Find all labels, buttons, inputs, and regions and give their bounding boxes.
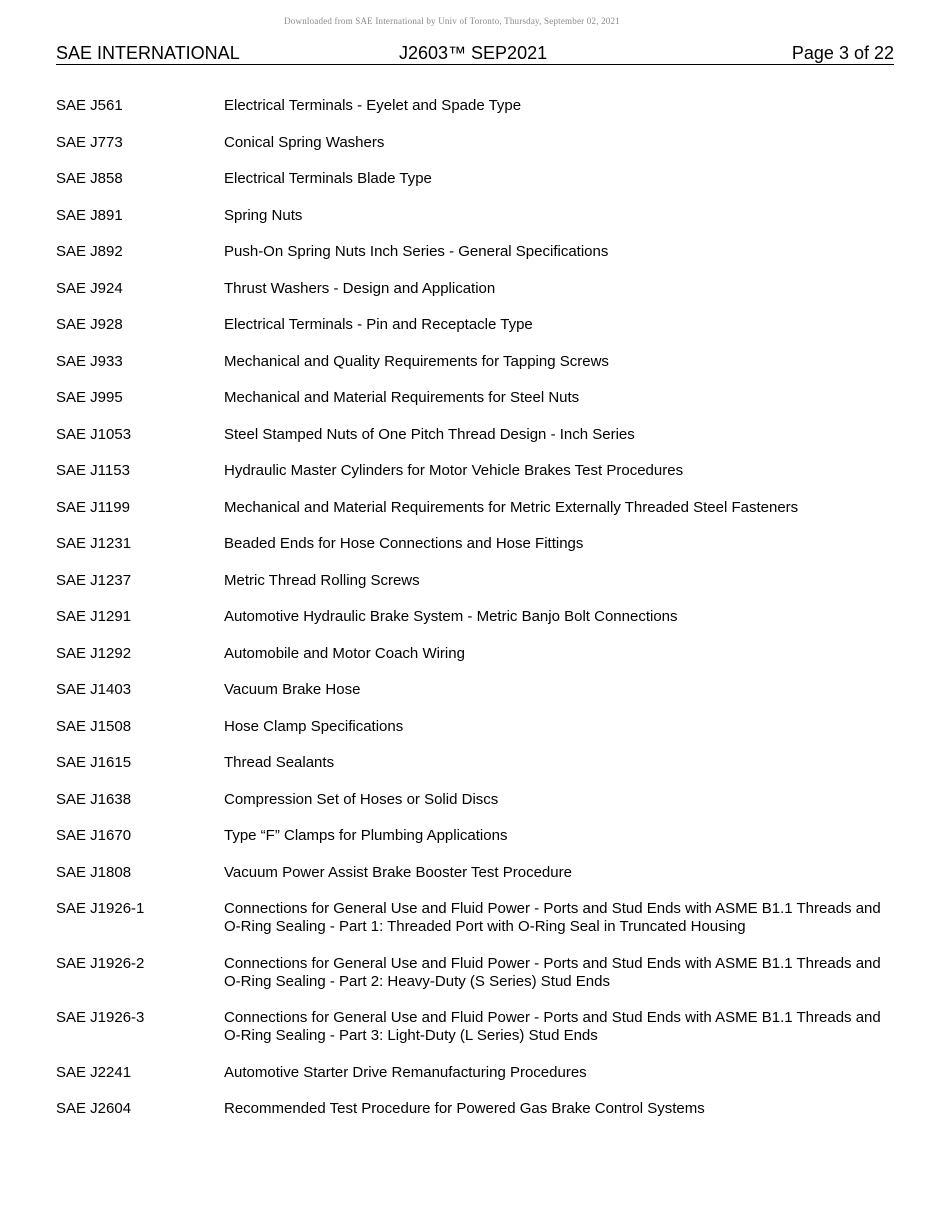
reference-title: Mechanical and Quality Requirements for Tapping Screws xyxy=(224,352,609,370)
reference-title: Hose Clamp Specifications xyxy=(224,717,404,735)
reference-item xyxy=(56,134,894,152)
reference-title: Hydraulic Master Cylinders for Motor Vehicle Brakes Test Procedures xyxy=(224,462,684,479)
reference-item xyxy=(56,864,894,882)
reference-item xyxy=(56,900,894,936)
reference-item xyxy=(56,791,894,809)
reference-item xyxy=(56,1100,894,1118)
reference-title: Push-On Spring Nuts Inch Series - General Specifications xyxy=(224,243,609,260)
reference-title: Steel Stamped Nuts of One Pitch Thread Design - Inch Series xyxy=(224,425,635,443)
reference-item xyxy=(56,243,894,261)
reference-item xyxy=(56,316,894,334)
reference-title: Metric Thread Rolling Screws xyxy=(224,571,420,589)
reference-title: Vacuum Brake Hose xyxy=(224,681,361,698)
reference-item xyxy=(56,572,894,590)
reference-item xyxy=(56,353,894,371)
reference-code: SAE J858 xyxy=(56,170,123,187)
reference-item xyxy=(56,535,894,553)
reference-code: SAE J892 xyxy=(56,243,123,260)
reference-title: Mechanical and Material Requirements for Metric Externally Threaded Steel Fasteners xyxy=(224,498,799,516)
reference-code: SAE J1638 xyxy=(56,790,132,808)
download-watermark: Downloaded from SAE International by Univ of Toronto, Thursday, September 02, 2021 xyxy=(284,16,620,26)
reference-title: Automotive Hydraulic Brake System - Metric Banjo Bolt Connections xyxy=(224,608,678,625)
reference-code: SAE J2604 xyxy=(56,1100,132,1117)
reference-code: SAE J1292 xyxy=(56,644,132,662)
reference-code: SAE J1926-3 xyxy=(56,1009,145,1026)
reference-title: Connections for General Use and Fluid Power - Ports and Stud Ends with ASME B1.1 Threads and O-Ring Sealing - Part 2: Heavy-Duty (S Series) Stud Ends xyxy=(224,954,881,990)
reference-code: SAE J1926-1 xyxy=(56,900,145,917)
reference-code: SAE J1508 xyxy=(56,717,132,735)
reference-code: SAE J1403 xyxy=(56,681,132,698)
reference-item xyxy=(56,955,894,991)
reference-title: Electrical Terminals - Pin and Receptacle Type xyxy=(224,316,533,333)
reference-title: Connections for General Use and Fluid Power - Ports and Stud Ends with ASME B1.1 Threads and O-Ring Sealing - Part 3: Light-Duty (L Series) Stud Ends xyxy=(224,1009,881,1044)
reference-list xyxy=(56,97,894,1137)
reference-code: SAE J928 xyxy=(56,316,123,333)
reference-title: Mechanical and Material Requirements for Steel Nuts xyxy=(224,389,580,406)
reference-title: Spring Nuts xyxy=(224,206,303,224)
reference-code: SAE J561 xyxy=(56,97,123,114)
reference-title: Conical Spring Washers xyxy=(224,133,385,151)
reference-item xyxy=(56,97,894,115)
reference-title: Vacuum Power Assist Brake Booster Test Procedure xyxy=(224,863,572,881)
reference-title: Thrust Washers - Design and Application xyxy=(224,279,496,297)
reference-code: SAE J891 xyxy=(56,206,123,224)
reference-title: Thread Sealants xyxy=(224,754,335,771)
reference-code: SAE J1291 xyxy=(56,608,132,625)
reference-code: SAE J1808 xyxy=(56,863,132,881)
reference-code: SAE J773 xyxy=(56,133,123,151)
reference-title: Type “F” Clamps for Plumbing Applications xyxy=(224,827,508,844)
reference-code: SAE J1231 xyxy=(56,535,132,552)
reference-code: SAE J1153 xyxy=(56,462,130,479)
header-document-id: J2603™ SEP2021 xyxy=(399,43,548,63)
reference-code: SAE J924 xyxy=(56,279,123,297)
reference-item xyxy=(56,389,894,407)
reference-item xyxy=(56,280,894,298)
reference-title: Recommended Test Procedure for Powered Gas Brake Control Systems xyxy=(224,1100,705,1117)
reference-code: SAE J2241 xyxy=(56,1063,132,1081)
reference-title: Electrical Terminals Blade Type xyxy=(224,170,432,187)
reference-item xyxy=(56,462,894,480)
reference-item xyxy=(56,207,894,225)
reference-code: SAE J1053 xyxy=(56,425,132,443)
reference-title: Automotive Starter Drive Remanufacturing Procedures xyxy=(224,1063,587,1081)
reference-title: Compression Set of Hoses or Solid Discs xyxy=(224,790,499,808)
reference-item xyxy=(56,1009,894,1045)
reference-code: SAE J1237 xyxy=(56,571,132,589)
header-organization: SAE INTERNATIONAL xyxy=(56,43,240,63)
reference-title: Electrical Terminals - Eyelet and Spade Type xyxy=(224,97,522,114)
reference-item xyxy=(56,827,894,845)
reference-item xyxy=(56,170,894,188)
header-page-number: Page 3 of 22 xyxy=(791,43,894,63)
reference-item xyxy=(56,645,894,663)
page-header xyxy=(56,43,894,65)
reference-code: SAE J1670 xyxy=(56,827,132,844)
reference-title: Connections for General Use and Fluid Power - Ports and Stud Ends with ASME B1.1 Threads and O-Ring Sealing - Part 1: Threaded Port with O-Ring Seal in Truncated Housing xyxy=(224,900,881,935)
reference-code: SAE J1926-2 xyxy=(56,954,145,972)
reference-item xyxy=(56,608,894,626)
reference-item xyxy=(56,681,894,699)
reference-code: SAE J1615 xyxy=(56,754,132,771)
reference-item xyxy=(56,1064,894,1082)
reference-item xyxy=(56,426,894,444)
reference-code: SAE J933 xyxy=(56,352,123,370)
reference-item xyxy=(56,754,894,772)
reference-item xyxy=(56,718,894,736)
reference-title: Automobile and Motor Coach Wiring xyxy=(224,644,465,662)
reference-code: SAE J995 xyxy=(56,389,123,406)
reference-title: Beaded Ends for Hose Connections and Hose Fittings xyxy=(224,535,584,552)
reference-code: SAE J1199 xyxy=(56,498,130,516)
reference-item xyxy=(56,499,894,517)
